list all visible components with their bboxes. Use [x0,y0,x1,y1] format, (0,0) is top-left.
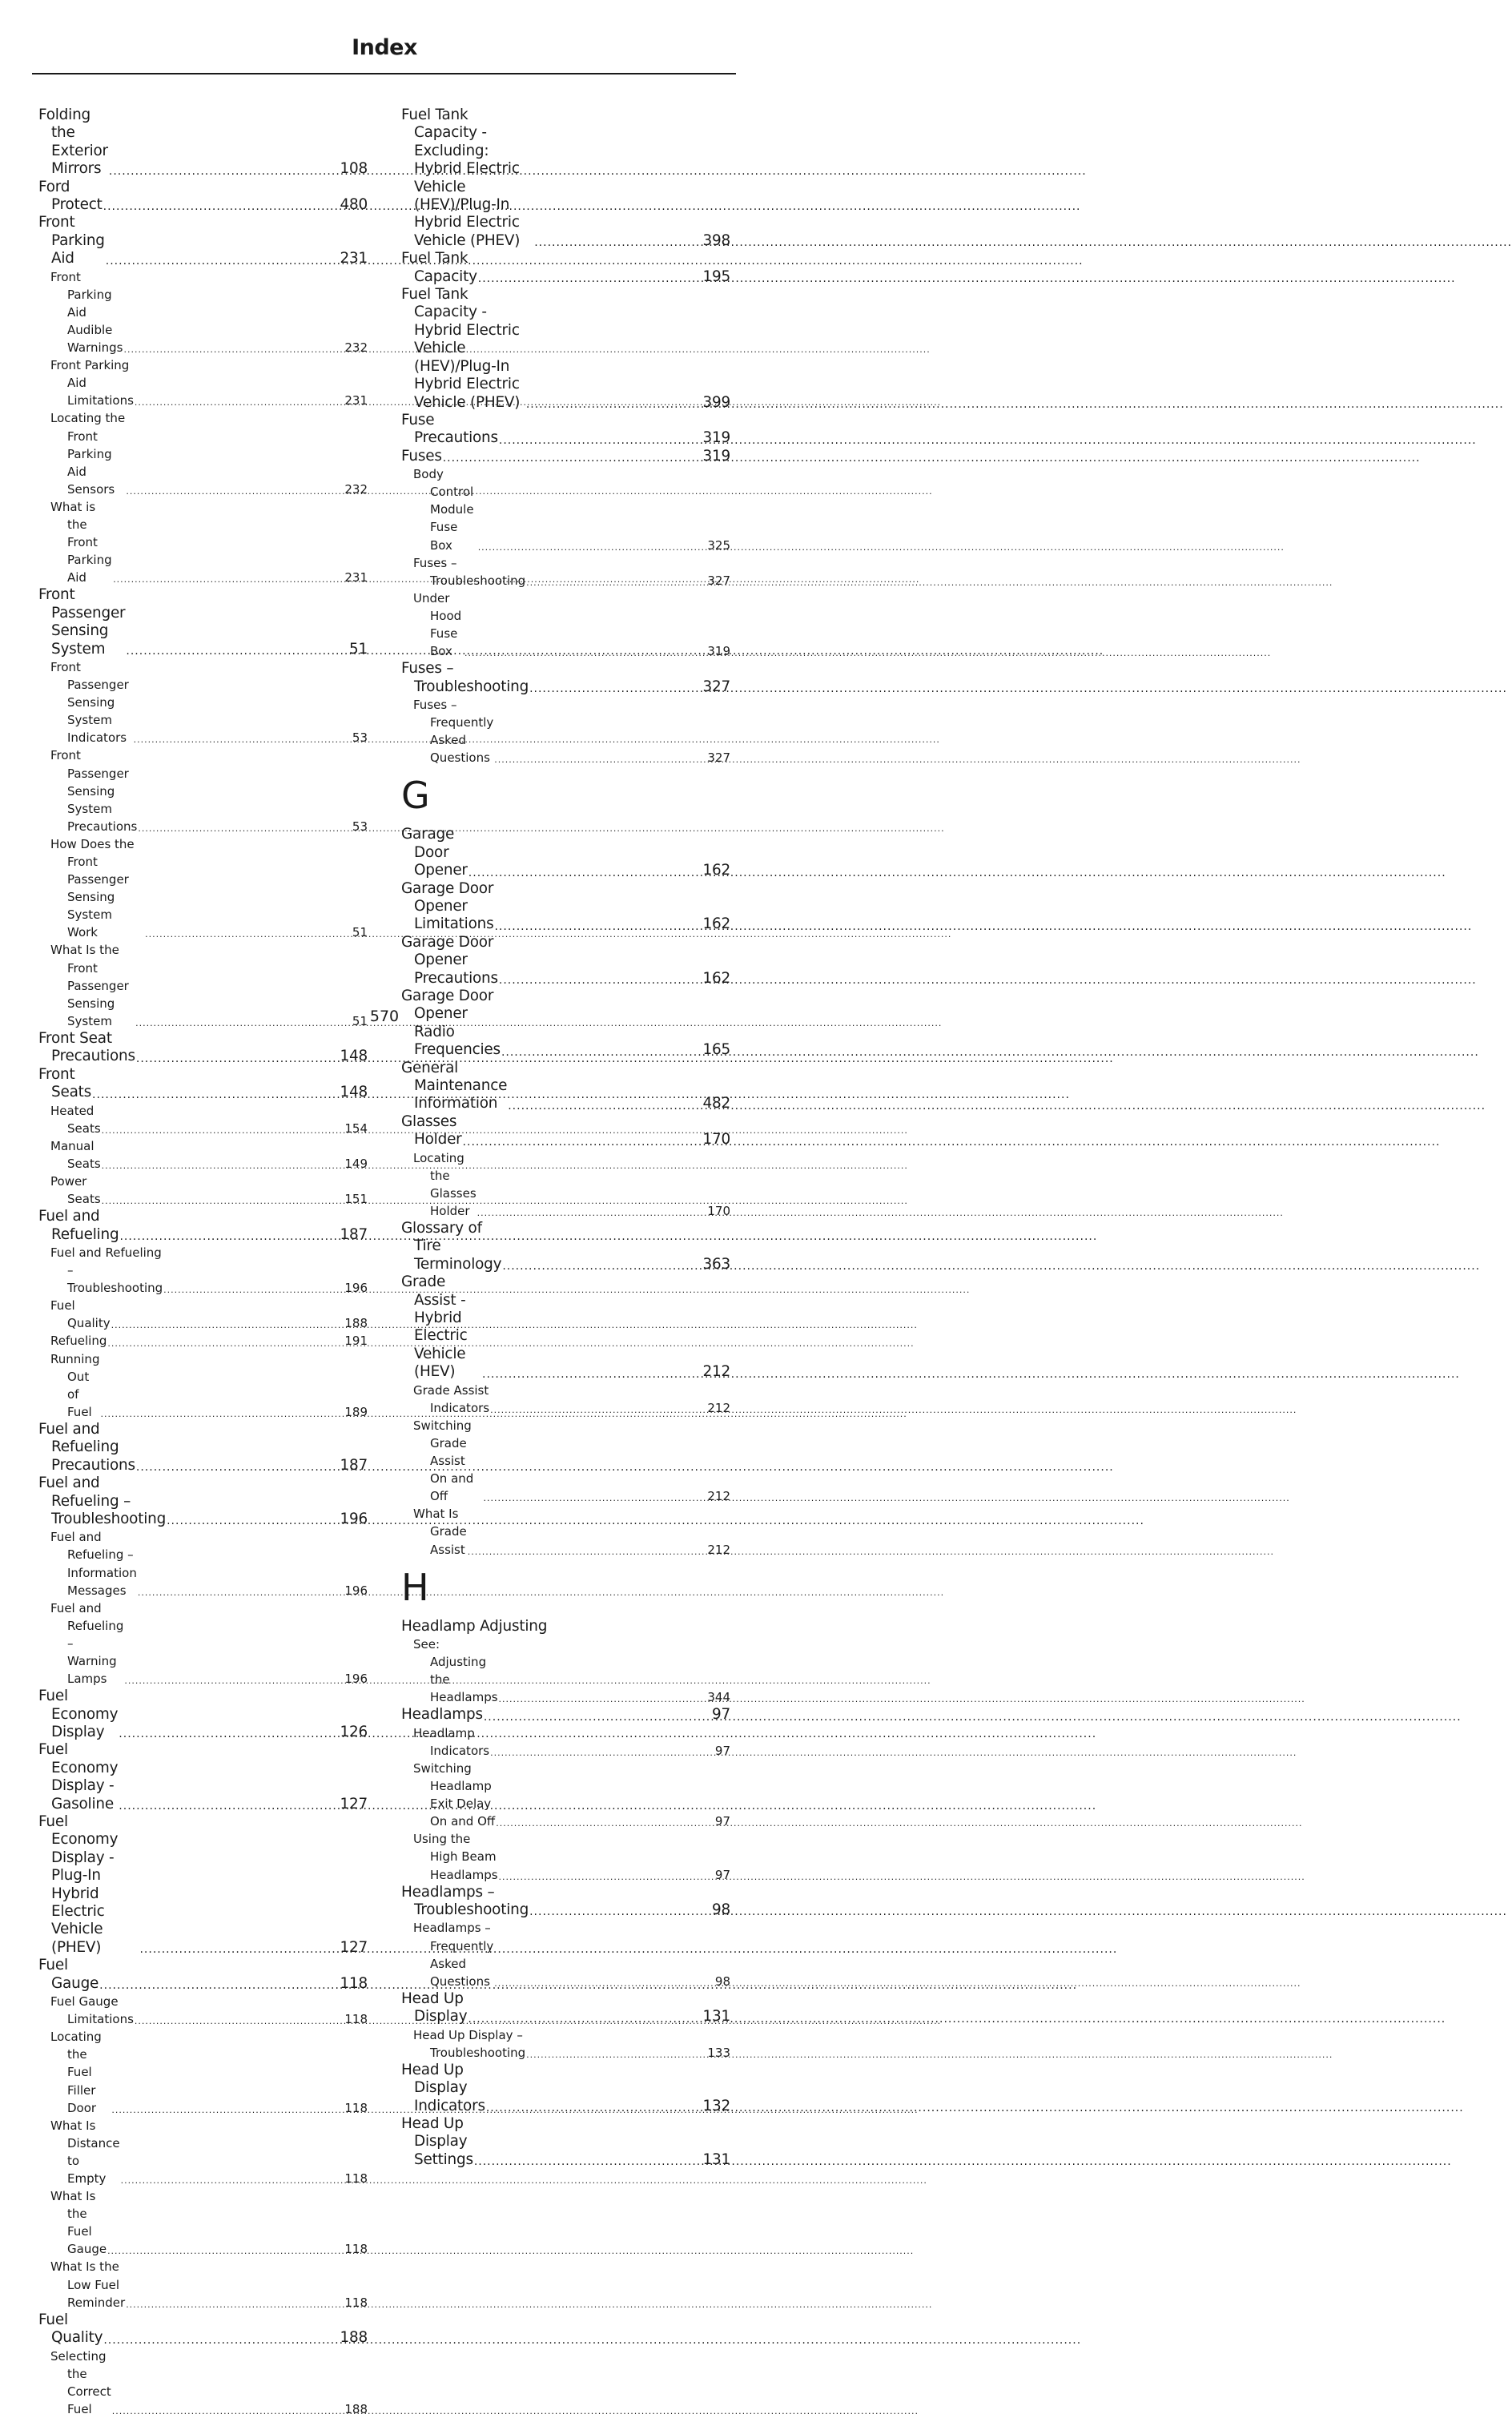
entry-title: Front Parking Aid [38,214,105,268]
title-divider [32,73,736,74]
index-entry[interactable] [401,826,730,879]
entry-title: Fuel Economy Display - Plug-In Hybrid Electric Vehicle (PHEV) [38,1813,119,1956]
entry-page-number: 131 [702,2150,730,2168]
entry-title: General Maintenance Information [401,1059,508,1112]
entry-page-number: 118 [344,2012,368,2027]
entry-title: What Is the Fuel Gauge [50,2189,107,2257]
index-entry[interactable] [401,2062,730,2115]
dot-leader [103,2333,339,2348]
dot-leader [109,164,340,179]
entry-page-number: 118 [344,2242,368,2257]
entry-page-number: 97 [714,1814,730,1829]
entry-title: Refueling [50,1334,107,1349]
dot-leader [482,1367,702,1382]
index-subentry[interactable] [38,1993,368,2028]
entry-page-number: 118 [340,1974,368,1992]
entry-title: Front Parking Aid Audible Warnings [50,269,123,356]
entry-title: Fuses [401,447,442,465]
entry-page-number: 398 [702,231,730,249]
entry-title: Fuel and Refueling – Troubleshooting [50,1245,163,1296]
entry-page-number: 126 [340,1723,368,1740]
dot-leader [134,733,352,746]
entry-title: Manual Seats [50,1138,101,1171]
entry-page-number: 191 [344,1334,368,1349]
index-entry[interactable] [38,586,368,658]
index-subentry[interactable] [401,1505,730,1558]
index-entry[interactable] [38,1741,368,1813]
entry-title: Front Passenger Sensing System Precautions [50,748,138,834]
dot-leader [477,1206,707,1220]
entry-page-number: 131 [702,2008,730,2026]
entry-page-number: 162 [702,862,730,879]
entry-page-number: 344 [707,1690,730,1705]
dot-leader [113,573,344,586]
index-entry[interactable] [401,1273,730,1381]
entry-page-number: 98 [714,1973,730,1989]
dot-leader [499,1870,714,1884]
entry-page-number: 188 [340,2329,368,2347]
entry-title: Folding the Exterior Mirrors [38,107,108,178]
index-subentry[interactable] [38,1528,368,1599]
entry-page-number: 148 [340,1048,368,1065]
index-subentry[interactable] [38,1137,368,1173]
entry-title: Using the High Beam Headlamps [413,1832,498,1882]
entry-page-number: 196 [340,1510,368,1527]
index-subentry[interactable] [38,498,368,586]
entry-title: Locating the Fuel Filler Door [50,2030,102,2115]
dot-leader [126,485,344,498]
index-subentry[interactable] [38,1102,368,1137]
index-subentry[interactable] [38,2258,368,2311]
index-entry[interactable] [401,1884,730,1920]
entry-page-number: 149 [344,1156,368,1171]
entry-title: Fuel and Refueling – Information Messages [50,1530,137,1598]
entry-page-number: 151 [344,1192,368,1207]
entry-title: Fuel Tank Capacity [401,250,477,285]
index-entry[interactable] [38,1421,368,1475]
entry-page-number: 97 [711,1706,730,1724]
entry-title: Switching Grade Assist On and Off [413,1418,474,1504]
dot-leader [111,2103,344,2117]
index-subentry[interactable] [401,2026,730,2062]
entry-page-number: 187 [340,1225,368,1243]
dot-leader [126,2298,344,2311]
entry-page-number: 51 [348,640,368,658]
index-entry[interactable] [401,1618,730,1635]
index-subentry[interactable] [38,2348,368,2418]
entry-page-number: 165 [702,1041,730,1059]
entry-page-number: 327 [707,750,730,766]
dot-leader [499,973,702,988]
entry-page-number: 154 [344,1120,368,1136]
dot-leader [486,2101,702,2115]
entry-title: Under Hood Fuse Box [413,590,462,659]
entry-page-number: 188 [344,2401,368,2416]
entry-title: What Is Grade Assist [413,1507,467,1557]
entry-page-number: 133 [707,2045,730,2060]
index-entry[interactable] [401,1990,730,2026]
dot-leader [484,1710,711,1724]
index-subentry[interactable] [401,1382,730,1417]
dot-leader [499,1692,707,1706]
dot-leader [490,1403,706,1417]
entry-page-number: 118 [344,2295,368,2310]
entry-page-number: 196 [344,1672,368,1687]
dot-leader [526,2048,706,2062]
entry-title: Glasses Holder [401,1112,462,1149]
dot-leader [112,2404,344,2418]
index-entry[interactable] [38,2311,368,2348]
entry-title: Headlamp Adjusting [401,1617,548,1635]
entry-page-number: 482 [702,1095,730,1112]
index-entry[interactable] [38,107,368,179]
entry-title: Front Passenger Sensing System [38,586,126,658]
entry-page-number: 127 [340,1938,368,1956]
entry-title: Fuel Quality [38,2311,103,2347]
dot-leader [534,235,702,250]
index-subentry[interactable] [38,746,368,835]
entry-title: Fuel and Refueling – Warning Lamps [50,1600,124,1687]
entry-title: Fuel Quality [50,1298,111,1331]
index-entry[interactable] [38,1475,368,1528]
index-subentry[interactable] [401,1149,730,1220]
entry-page-number: 232 [344,481,368,497]
index-entry[interactable] [38,1030,368,1066]
dot-leader [494,753,706,766]
dot-leader [139,1942,339,1957]
dot-leader [468,866,702,880]
entry-title: Headlamps – Troubleshooting [401,1883,529,1919]
entry-title: Head Up Display [401,1990,468,2026]
entry-title: Front Seat Precautions [38,1029,135,1065]
entry-page-number: 187 [340,1456,368,1474]
index-subentry[interactable] [38,356,368,409]
entry-title: Front Parking Aid Limitations [50,358,134,408]
entry-page-number: 189 [344,1404,368,1419]
entry-page-number: 327 [707,573,730,588]
dot-leader [478,541,707,554]
entry-title: Fuses – Frequently Asked Questions [413,697,494,766]
entry-title: Garage Door Opener Radio Frequencies [401,988,501,1059]
index-column-right [401,107,730,2169]
index-entry[interactable] [401,2115,730,2169]
dot-leader [502,1259,702,1273]
index-entry[interactable] [401,286,730,412]
index-subentry[interactable] [38,2028,368,2116]
index-subentry[interactable] [38,409,368,497]
index-subentry[interactable] [38,1350,368,1421]
index-column-left [38,107,368,2418]
dot-leader [119,1799,339,1813]
index-subentry[interactable] [38,1332,368,1350]
index-entry[interactable] [401,1060,730,1113]
dot-leader [138,822,352,835]
entry-page-number: 195 [702,268,730,285]
entry-page-number: 118 [344,2100,368,2115]
entry-page-number: 231 [340,250,368,268]
dot-leader [478,272,702,286]
entry-page-number: 196 [344,1583,368,1598]
entry-title: Fuel Economy Display [38,1688,119,1740]
index-subentry[interactable] [401,1417,730,1505]
entry-title: Fuel Tank Capacity - Excluding: Hybrid Electric Vehicle (HEV)/Plug-In Hybrid Electric Vehicle (PHEV) [401,107,521,249]
index-subentry[interactable] [401,1830,730,1883]
index-subentry[interactable] [401,1724,730,1760]
dot-leader [119,1229,339,1244]
dot-leader [135,2014,344,2028]
entry-title: Ford Protect [38,178,103,214]
entry-title: Heated Seats [50,1103,101,1136]
entry-page-number: 212 [702,1363,730,1381]
page-number: 570 [369,1008,400,1025]
dot-leader [103,199,340,214]
dot-leader [468,2012,702,2026]
entry-page-number: 97 [714,1743,730,1758]
entry-page-number: 98 [711,1901,730,1919]
section-letter: H [401,1565,429,1609]
entry-page-number: 108 [340,160,368,178]
entry-title: Fuse Precautions [401,411,498,447]
entry-title: Fuel and Refueling [38,1208,119,1243]
entry-page-number: 132 [702,2097,730,2114]
index-entry[interactable] [401,934,730,988]
entry-title: Fuel Gauge Limitations [50,1994,134,2027]
entry-page-number: 319 [702,447,730,465]
entry-page-number: 363 [702,1255,730,1273]
entry-title: Garage Door Opener Limitations [401,879,494,933]
index-subentry[interactable] [38,1244,368,1297]
entry-title: Locating the Front Parking Aid Sensors [50,411,126,497]
entry-page-number: 212 [707,1489,730,1504]
dot-leader [443,451,702,465]
dot-leader [167,1514,339,1528]
index-entry[interactable] [401,1706,730,1724]
entry-page-number: 188 [344,1316,368,1331]
entry-page-number: 319 [707,644,730,659]
dot-leader [474,2154,702,2169]
index-subentry[interactable] [38,2117,368,2187]
entry-page-number: 231 [344,570,368,585]
dot-leader [494,919,702,934]
entry-title: Fuel Economy Display - Gasoline [38,1741,119,1812]
dot-leader [99,1978,339,1993]
dot-leader [124,1674,344,1688]
index-entry[interactable] [38,1813,368,1957]
entry-title: Locating the Glasses Holder [413,1150,477,1218]
dot-leader [121,2174,344,2187]
index-entry[interactable] [401,1113,730,1149]
index-subentry[interactable] [401,465,730,553]
entry-title: Running Out of Fuel [50,1351,100,1419]
index-entry[interactable] [401,250,730,286]
entry-title: How Does the Front Passenger Sensing System Work [50,836,135,940]
dot-leader [490,1746,714,1760]
dot-leader [463,1135,702,1149]
dot-leader [145,927,352,941]
dot-leader [123,343,344,356]
index-entry[interactable] [401,880,730,934]
index-entry[interactable] [401,107,730,250]
entry-page-number: 231 [344,393,368,408]
dot-leader [111,1318,344,1332]
dot-leader [107,2244,344,2258]
entry-title: Garage Door Opener Precautions [401,933,498,987]
dot-leader [136,1052,340,1066]
entry-page-number: 118 [344,2171,368,2186]
dot-leader [526,397,702,412]
dot-leader [499,433,702,448]
index-subentry[interactable] [38,1599,368,1688]
entry-page-number: 127 [340,1795,368,1812]
dot-leader [508,1099,702,1113]
entry-title: What Is Distance to Empty [50,2118,120,2186]
entry-page-number: 480 [340,196,368,214]
index-subentry[interactable] [401,589,730,660]
entry-title: What is the Front Parking Aid [50,499,112,585]
entry-title: Head Up Display Indicators [401,2061,485,2114]
dot-leader [119,1727,339,1741]
entry-page-number: 53 [352,730,368,746]
index-subentry[interactable] [401,1635,730,1706]
dot-leader [163,1283,344,1297]
entry-title: Switching Headlamp Exit Delay On and Off [413,1761,496,1829]
entry-page-number: 170 [707,1203,730,1218]
index-entry[interactable] [38,179,368,215]
dot-leader [464,646,706,660]
index-subentry[interactable] [38,658,368,746]
index-entry[interactable] [401,1220,730,1273]
dot-leader [102,1159,344,1173]
entry-title: Fuses – Troubleshooting [413,555,526,588]
index-subentry[interactable] [401,554,730,589]
entry-title: Glossary of Tire Terminology [401,1220,502,1273]
entry-page-number: 325 [707,537,730,553]
index-subentry[interactable] [401,696,730,766]
entry-page-number: 53 [352,819,368,834]
dot-leader [529,682,702,696]
index-entry[interactable] [401,448,730,465]
entry-page-number: 162 [702,915,730,933]
entry-page-number: 212 [707,1542,730,1557]
index-entry[interactable] [38,1957,368,1993]
index-entry[interactable] [38,1066,368,1102]
entry-page-number: 319 [702,429,730,447]
entry-page-number: 51 [352,925,368,940]
section-letter: G [401,774,430,818]
dot-leader [484,1491,707,1505]
entry-title: Headlamp Indicators [413,1725,490,1758]
entry-title: Grade Assist - Hybrid Electric Vehicle (HEV) [401,1273,468,1381]
entry-title: See: Adjusting the Headlamps [413,1637,498,1705]
index-subentry[interactable] [38,268,368,356]
entry-title: Grade Assist Indicators [413,1382,490,1415]
entry-title: Head Up Display – Troubleshooting [413,2027,526,2060]
dot-leader [126,644,348,658]
entry-title: Front Seats [38,1065,92,1101]
index-subentry[interactable] [38,1297,368,1332]
entry-title: Headlamps [401,1706,483,1724]
entry-title: Headlamps – Frequently Asked Questions [413,1921,494,1989]
entry-page-number: 399 [702,393,730,411]
dot-leader [92,1088,339,1102]
entry-title: Fuel and Refueling Precautions [38,1420,135,1474]
index-subentry[interactable] [401,1760,730,1830]
index-entry[interactable] [401,660,730,696]
index-subentry[interactable] [401,1919,730,1990]
entry-page-number: 97 [714,1867,730,1882]
dot-leader [100,1407,344,1421]
entry-title: Power Seats [50,1173,101,1207]
entry-title: What Is the Low Fuel Reminder [50,2259,126,2310]
index-entry[interactable] [38,214,368,268]
dot-leader [106,254,340,268]
entry-page-number: 162 [702,969,730,987]
entry-page-number: 148 [340,1084,368,1101]
dot-leader [102,1124,344,1137]
entry-title: Body Control Module Fuse Box [413,467,474,553]
entry-title: Selecting the Correct Fuel [50,2348,111,2416]
entry-title: Fuel and Refueling – Troubleshooting [38,1475,167,1527]
entry-title: Front Passenger Sensing System Indicators [50,659,129,746]
dot-leader [526,576,706,589]
index-subentry[interactable] [38,2187,368,2258]
index-entry[interactable] [401,412,730,448]
entry-page-number: 196 [344,1281,368,1296]
entry-title: Fuses – Troubleshooting [401,660,529,695]
entry-page-number: 212 [707,1400,730,1415]
index-entry[interactable] [38,1688,368,1741]
index-entry[interactable] [38,1208,368,1244]
dot-leader [138,1586,344,1599]
index-subentry[interactable] [38,835,368,942]
entry-page-number: 170 [702,1131,730,1149]
entry-page-number: 232 [344,340,368,356]
dot-leader [501,1045,702,1060]
dot-leader [136,1460,340,1475]
dot-leader [135,396,344,409]
dot-leader [102,1194,344,1208]
dot-leader [496,1817,714,1830]
entry-title: What Is the Front Passenger Sensing System [50,943,129,1028]
entry-title: Head Up Display Settings [401,2115,473,2168]
entry-page-number: 327 [702,678,730,695]
entry-title: Garage Door Opener [401,826,468,879]
dot-leader [494,1977,714,1990]
entry-title: Fuel Gauge [38,1957,99,1992]
dot-leader [529,1905,711,1919]
dot-leader [468,1545,707,1559]
entry-page-number: 51 [352,1013,368,1028]
entry-title: Fuel Tank Capacity - Hybrid Electric Vehicle (HEV)/Plug-In Hybrid Electric Vehicle (PHEV) [401,286,521,411]
page-title: Index [352,35,417,60]
dot-leader [107,1337,344,1350]
index-subentry[interactable] [38,1173,368,1208]
